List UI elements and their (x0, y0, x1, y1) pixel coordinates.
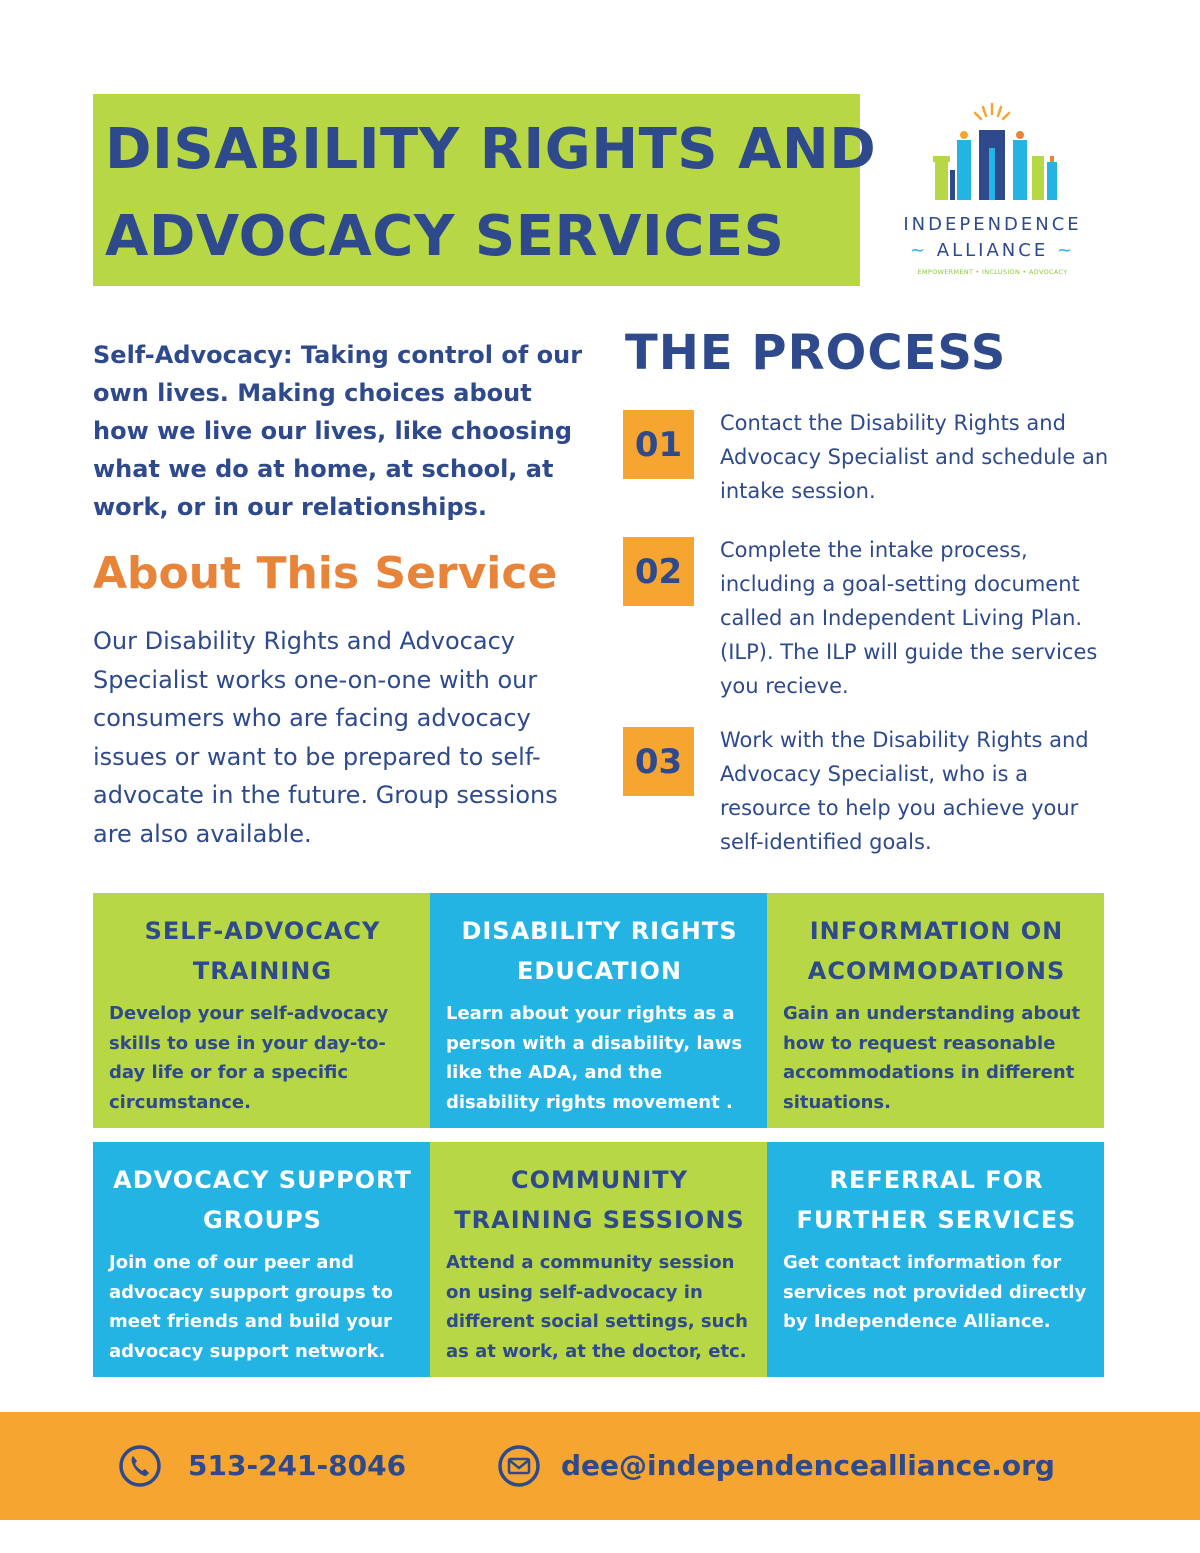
email-link[interactable]: dee@independencealliance.org (561, 1449, 1055, 1482)
title-banner (93, 94, 877, 286)
service-card-body: Learn about your rights as a person with a disability, laws like the ADA, and the disability rights movement . (446, 1003, 743, 1113)
self-advocacy-intro: Self-Advocacy: Taking control of our own lives. Making choices about how we live our lives, like choosing what we do at home, at school, at work, or in our relationships. (93, 341, 583, 521)
step-number-1: 01 (623, 410, 694, 479)
service-card-title: ADVOCACY SUPPORT GROUPS (113, 1166, 412, 1234)
service-card-body: Develop your self-advocacy skills to use in your day-to-day life or for a specific circumstance. (109, 1003, 389, 1113)
about-heading: About This Service (93, 548, 558, 599)
service-card-title: SELF-ADVOCACY TRAINING (144, 917, 381, 985)
service-card-title: DISABILITY RIGHTS EDUCATION (461, 917, 738, 985)
service-card-title: COMMUNITY TRAINING SESSIONS (454, 1166, 745, 1234)
service-card-body: Join one of our peer and advocacy support groups to meet friends and build your advocacy support network. (109, 1252, 393, 1362)
service-card-body: Get contact information for services not provided directly by Independence Alliance. (783, 1252, 1087, 1332)
step-text-1: Contact the Disability Rights and Advocacy Specialist and schedule an intake session. (720, 411, 1109, 503)
step-text-3: Work with the Disability Rights and Advocacy Specialist, who is a resource to help you achieve your self-identified goals. (720, 728, 1089, 854)
step-number-2: 02 (623, 537, 694, 606)
service-card-self-advocacy-training (93, 893, 430, 1128)
wave-right-icon: ~ (1056, 240, 1076, 261)
about-body: Our Disability Rights and Advocacy Specialist works one-on-one with our consumers who are facing advocacy issues or want to be prepared to self-advocate in the future. Group sessions are also available. (93, 627, 558, 848)
contact-footer (0, 1412, 1200, 1520)
service-card-title: INFORMATION ON ACOMMODATIONS (807, 917, 1066, 985)
independence-alliance-logo (895, 100, 1090, 280)
envelope-icon (497, 1444, 541, 1488)
city-skyline-logo-icon (895, 100, 1090, 210)
service-card-body: Attend a community session on using self-advocacy in different social settings, such as at work, at the doctor, etc. (446, 1252, 748, 1362)
service-card-advocacy-support-groups (93, 1142, 430, 1377)
service-card-title: REFERRAL FOR FURTHER SERVICES (796, 1166, 1077, 1234)
step-text-2: Complete the intake process, including a goal-setting document called an Independent Living Plan. (ILP). The ILP will guide the services you recieve. (720, 538, 1098, 698)
logo-name-text: ALLIANCE (936, 240, 1049, 261)
process-heading: THE PROCESS (625, 325, 1007, 381)
service-card-body: Gain an understanding about how to request reasonable accommodations in different situations. (783, 1003, 1081, 1113)
logo-name-line-2 (895, 240, 1090, 261)
page-title-line-2: ADVOCACY SERVICES (105, 204, 785, 269)
phone-link[interactable]: 513-241-8046 (188, 1449, 407, 1482)
service-card-disability-rights-education (430, 893, 767, 1128)
page-title-line-1: DISABILITY RIGHTS AND (105, 117, 877, 182)
logo-name-line-1: INDEPENDENCE (903, 214, 1082, 235)
step-number-3: 03 (623, 727, 694, 796)
service-card-information-on-accommodations (767, 893, 1104, 1128)
phone-icon (118, 1444, 162, 1488)
logo-tagline: EMPOWERMENT • INCLUSION • ADVOCACY (917, 268, 1068, 276)
service-card-referral-for-further-services (767, 1142, 1104, 1377)
service-card-community-training-sessions (430, 1142, 767, 1377)
wave-left-icon: ~ (909, 240, 929, 261)
